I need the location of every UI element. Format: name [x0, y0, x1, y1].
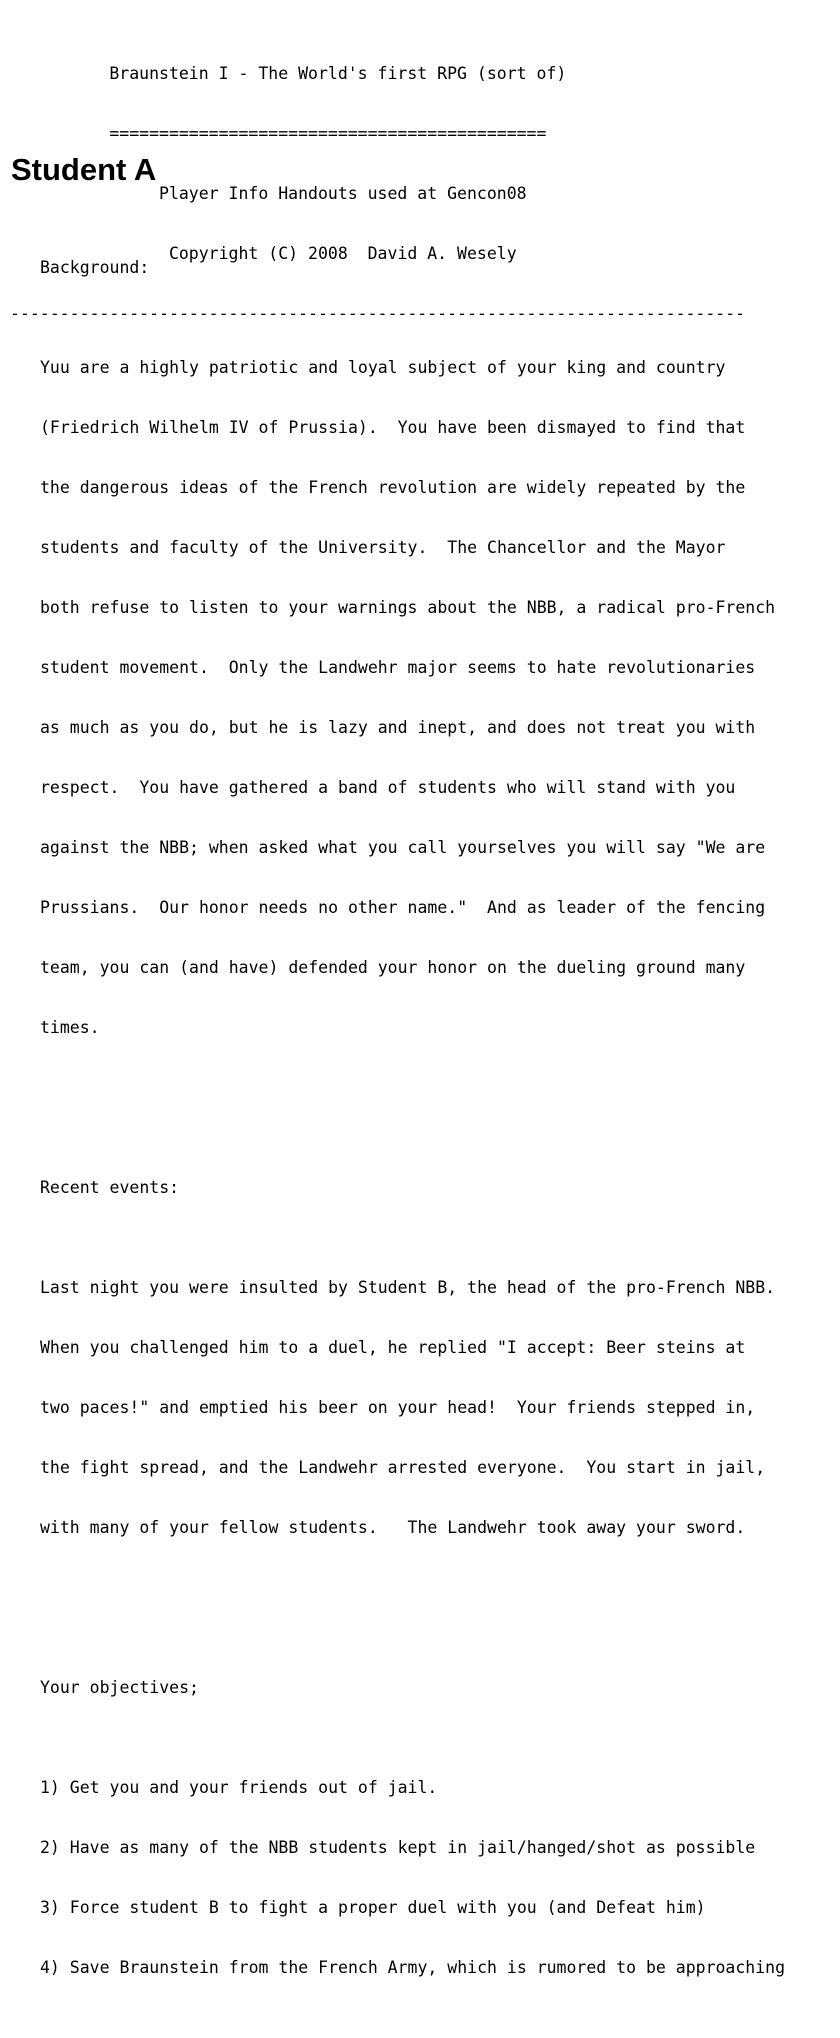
- background-line: times.: [40, 1018, 100, 1037]
- recent-events-line: the fight spread, and the Landwehr arrested everyone. You start in jail,: [40, 1458, 766, 1477]
- background-section: [40, 318, 785, 1078]
- title-underline: ============================================: [10, 124, 547, 143]
- recent-events-line: two paces!" and emptied his beer on your head! Your friends stepped in,: [40, 1398, 756, 1417]
- objectives-label: Your objectives;: [40, 1678, 199, 1697]
- section-gap: [40, 1118, 785, 1138]
- recent-events-line: with many of your fellow students. The Landwehr took away your sword.: [40, 1518, 746, 1537]
- copyright-line: Copyright (C) 2008 David A. Wesely: [10, 244, 517, 263]
- background-line: respect. You have gathered a band of students who will stand with you: [40, 778, 736, 797]
- background-line: both refuse to listen to your warnings about the NBB, a radical pro-French: [40, 598, 776, 617]
- recent-events-line: When you challenged him to a duel, he replied "I accept: Beer steins at: [40, 1338, 746, 1357]
- background-label: Background:: [40, 258, 150, 277]
- background-line: team, you can (and have) defended your honor on the dueling ground many: [40, 958, 746, 977]
- background-line: Prussians. Our honor needs no other name." And as leader of the fencing: [40, 898, 766, 917]
- document-title: Braunstein I - The World's first RPG (sort of): [10, 64, 567, 83]
- background-line: (Friedrich Wilhelm IV of Prussia). You have been dismayed to find that: [40, 418, 746, 437]
- section-gap: [40, 1618, 785, 1638]
- background-line: as much as you do, but he is lazy and inept, and does not treat you with: [40, 718, 756, 737]
- header-divider: --------------------------------------------------------------------------: [10, 304, 746, 323]
- recent-events-label: Recent events:: [40, 1178, 180, 1197]
- objective-item: 1) Get you and your friends out of jail.: [40, 1778, 438, 1797]
- objectives-list: [40, 1738, 785, 2018]
- background-line: the dangerous ideas of the French revolution are widely repeated by the: [40, 478, 746, 497]
- objective-item: 4) Save Braunstein from the French Army, which is rumored to be approaching: [40, 1958, 786, 1977]
- page-title: Student A: [11, 152, 157, 187]
- background-line: against the NBB; when asked what you call yourselves you will say "We are: [40, 838, 766, 857]
- background-line: Yuu are a highly patriotic and loyal subject of your king and country: [40, 358, 726, 377]
- recent-events-line: Last night you were insulted by Student B, the head of the pro-French NBB.: [40, 1278, 776, 1297]
- objective-item: 2) Have as many of the NBB students kept in jail/hanged/shot as possible: [40, 1838, 756, 1857]
- recent-events-section: [40, 1238, 785, 1578]
- document-subtitle: Player Info Handouts used at Gencon08: [10, 184, 527, 203]
- background-line: student movement. Only the Landwehr major seems to hate revolutionaries: [40, 658, 756, 677]
- background-line: students and faculty of the University. The Chancellor and the Mayor: [40, 538, 726, 557]
- objective-item: 3) Force student B to fight a proper duel with you (and Defeat him): [40, 1898, 706, 1917]
- handout-body: [40, 218, 785, 2038]
